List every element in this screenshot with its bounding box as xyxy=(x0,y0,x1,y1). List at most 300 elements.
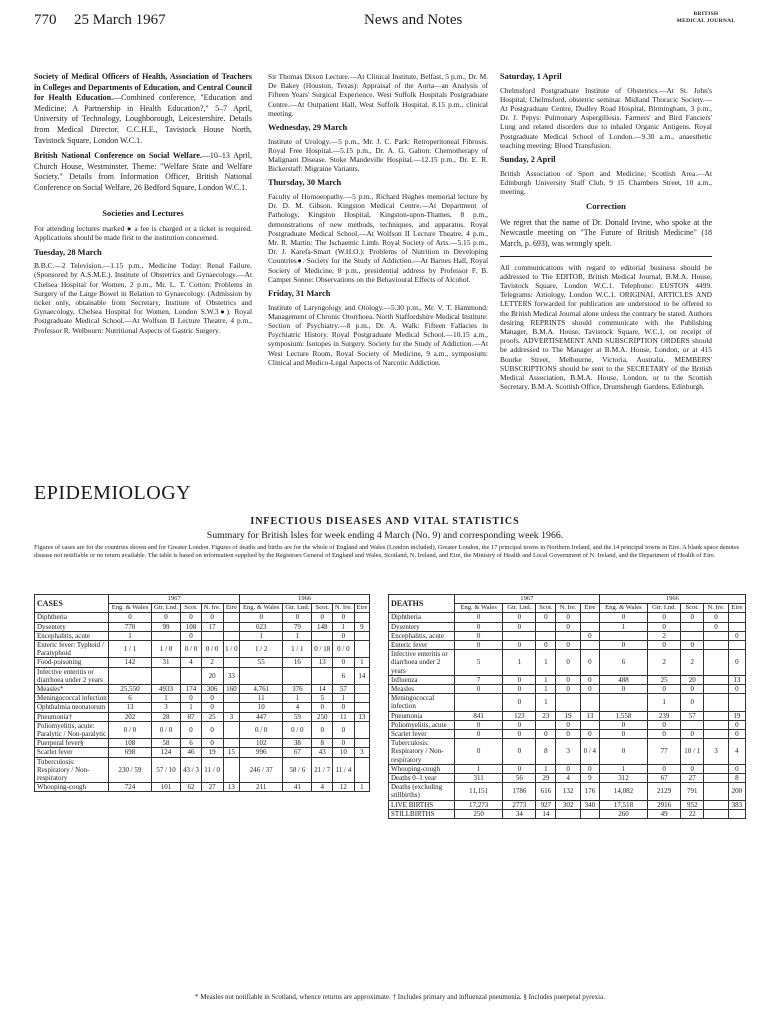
table-cell: 0 xyxy=(455,631,503,640)
table-cell: 246 / 37 xyxy=(240,757,283,783)
table-cell xyxy=(704,730,729,739)
table-cell: 0 xyxy=(455,685,503,694)
table-cell xyxy=(580,809,599,818)
table-cell xyxy=(223,694,240,703)
table-row xyxy=(35,658,370,667)
table-cell xyxy=(109,667,152,684)
column-header: Eire xyxy=(728,604,745,613)
row-label: STILLBIRTHS xyxy=(389,809,455,818)
table-cell: 4 xyxy=(283,703,312,712)
table-cell: 0 xyxy=(455,730,503,739)
statistics-subtitle: INFECTIOUS DISEASES AND VITAL STATISTICS xyxy=(250,516,520,527)
table-cell: 0 xyxy=(503,730,536,739)
table-cell: 0 xyxy=(556,675,581,684)
editorial-notice: All communications with regard to editorial business should be addressed to The EDITOR, British Medical Journal, B.M.A. House, Tavistock Square, London W.C.1. Telephone: EUSTON 4499. Telegrams: Aitiology, London W.C.1. ORIGINAL ARTICLES AND LETTERS forwarded for publication are understood to be offered to the British Medical Journal alone unless the contrary be stated. Authors desiring REPRINTS should communicate with the Publishing Manager, B.M.A. House, Tavistock Square, W.C.1, on receipt of proofs. ADVERTISEMENT AND SUBSCRIPTION ORDERS should be addressed to The Manager at B.M.A. House, London, or at 415 Bourke Street, Melbourne, Victoria, Australia. MEMBERS' SUBSCRIPTIONS should be sent to the SECRETARY of the British Medical Association, B.M.A. House, London, or to the Scottish Secretary, B.M.A. Scottish Office, Drumsheugh Gardens, Edinburgh. xyxy=(500,262,712,392)
table-cell: 0 xyxy=(556,622,581,631)
table-row xyxy=(35,685,370,694)
table-cell: 160 xyxy=(223,685,240,694)
day-heading-tuesday: Tuesday, 28 March xyxy=(34,247,102,257)
row-label: Deaths (excluding stillbirths) xyxy=(389,783,455,800)
table-cell: 1 xyxy=(240,631,283,640)
table-cell: 0 xyxy=(599,685,647,694)
table-cell: 211 xyxy=(240,783,283,792)
row-label: Dysentery xyxy=(389,622,455,631)
table-row xyxy=(35,641,370,658)
table-cell: 0 xyxy=(580,764,599,773)
table-cell: 0 xyxy=(580,685,599,694)
table-cell: 148 xyxy=(312,622,333,631)
table-cell xyxy=(503,631,536,640)
table-cell: 0 xyxy=(503,622,536,631)
table-cell: 1 xyxy=(283,694,312,703)
table-cell: 2916 xyxy=(648,800,681,809)
cases-body xyxy=(35,613,370,792)
table-cell: 0 xyxy=(648,641,681,650)
journal-masthead xyxy=(666,11,746,25)
table-cell: 0 xyxy=(681,613,704,622)
table-cell: 0 xyxy=(704,613,729,622)
table-cell: 11,151 xyxy=(455,783,503,800)
table-cell: 0 xyxy=(648,730,681,739)
table-cell: 17,273 xyxy=(455,800,503,809)
table-cell: 1 xyxy=(455,764,503,773)
table-row xyxy=(389,641,746,650)
table-cell: 4933 xyxy=(151,685,180,694)
table-cell: 0 xyxy=(728,730,745,739)
column-header: N. Ire. xyxy=(201,604,223,613)
table-cell: 62 xyxy=(181,783,202,792)
row-label: Encephalitis, acute xyxy=(389,631,455,640)
table-cell: 0 xyxy=(181,631,202,640)
table-cell: 14 xyxy=(354,667,369,684)
table-cell: 2 xyxy=(648,631,681,640)
table-cell xyxy=(223,757,240,783)
conference-name-2: British National Conference on Social Welfare. xyxy=(34,151,202,161)
table-cell xyxy=(151,667,180,684)
table-cell: 0 xyxy=(728,631,745,640)
table-cell: 0 xyxy=(704,622,729,631)
table-cell: 0 xyxy=(333,703,355,712)
table-cell: 616 xyxy=(536,783,556,800)
table-cell: 11 / 0 xyxy=(201,757,223,783)
table-cell xyxy=(201,631,223,640)
table-cell: 20 xyxy=(681,675,704,684)
table-cell: 0 xyxy=(109,613,152,622)
row-label: Dysentery xyxy=(35,622,109,631)
table-cell: 2 xyxy=(201,658,223,667)
row-label: Meningococcal infection xyxy=(35,694,109,703)
table-cell: 8 xyxy=(728,774,745,783)
table-cell: 0 xyxy=(201,694,223,703)
table-cell xyxy=(354,641,369,658)
table-row xyxy=(35,739,370,748)
table-cell: 200 xyxy=(728,783,745,800)
table-cell: 1 xyxy=(181,703,202,712)
table-cell: 58 xyxy=(151,739,180,748)
table-cell xyxy=(223,613,240,622)
table-cell: 5 xyxy=(455,650,503,676)
table-cell: 1786 xyxy=(503,783,536,800)
table-cell: 25 xyxy=(648,675,681,684)
table-cell xyxy=(354,631,369,640)
table-cell xyxy=(151,631,180,640)
table-cell: 0 xyxy=(503,764,536,773)
table-cell xyxy=(681,631,704,640)
table-cell xyxy=(580,694,599,711)
table-cell: 0 / 18 xyxy=(312,641,333,658)
table-cell: 1 xyxy=(109,631,152,640)
table-cell xyxy=(312,631,333,640)
row-label: Whooping-cough xyxy=(389,764,455,773)
table-cell: 8 xyxy=(312,739,333,748)
table-cell: 250 xyxy=(455,809,503,818)
column-header: Eire xyxy=(223,604,240,613)
table-cell: 176 xyxy=(580,783,599,800)
table-cell: 1 xyxy=(536,764,556,773)
table-cell: 0 xyxy=(681,685,704,694)
cases-table xyxy=(34,594,370,792)
table-cell: 4,761 xyxy=(240,685,283,694)
table-cell: 996 xyxy=(240,748,283,757)
conference-text-1: —Combined conference, "Education and Medicine; A Partnership in Health Education?," 5–7 April, University of Technology, Loughborough, Leicestershire. Details from Medical Director, C.C.H.E., Tavistock House North, Tavistock Square, London W.C.1. xyxy=(34,93,252,145)
table-cell: 0 xyxy=(201,721,223,738)
table-cell: 9 xyxy=(580,774,599,783)
table-cell xyxy=(181,667,202,684)
table-cell: 1 xyxy=(354,658,369,667)
table-cell xyxy=(223,631,240,640)
column-header: Eire xyxy=(354,604,369,613)
table-cell: 0 xyxy=(580,650,599,676)
table-cell: 0 xyxy=(503,685,536,694)
table-cell: 67 xyxy=(283,748,312,757)
column-header: N. Ire. xyxy=(333,604,355,613)
row-label: Poliomyelitis, acute xyxy=(389,720,455,729)
table-cell: 17 xyxy=(201,622,223,631)
journal-line1: BRITISH xyxy=(693,11,719,17)
table-cell: 14 xyxy=(536,809,556,818)
table-cell: 43 / 3 xyxy=(181,757,202,783)
table-cell xyxy=(223,721,240,738)
table-cell: 0 xyxy=(599,739,647,765)
table-cell: 202 xyxy=(109,712,152,721)
table-cell: 1 / 2 xyxy=(240,641,283,658)
table-cell xyxy=(536,720,556,729)
table-cell: 6 xyxy=(333,667,355,684)
table-cell: 0 / 0 xyxy=(240,721,283,738)
table-cell: 260 xyxy=(599,809,647,818)
table-cell: 19 xyxy=(728,711,745,720)
row-label: LIVE BIRTHS xyxy=(389,800,455,809)
table-cell: 87 xyxy=(181,712,202,721)
table-row xyxy=(35,783,370,792)
row-label: Encephalitis, acute xyxy=(35,631,109,640)
table-cell: 1 xyxy=(151,694,180,703)
table-cell xyxy=(354,721,369,738)
table-cell: 239 xyxy=(648,711,681,720)
table-cell: 0 xyxy=(648,622,681,631)
table-cell: 58 / 6 xyxy=(283,757,312,783)
row-label: Diphtheria xyxy=(389,613,455,622)
table-cell: 791 xyxy=(681,783,704,800)
table-cell: 1 xyxy=(648,694,681,711)
table-row xyxy=(389,622,746,631)
table-cell: 1 xyxy=(283,631,312,640)
tuesday-listing: B.B.C.—2 Television.—1.15 p.m., Medicine Today: Renal Failure. (Sponsored by A.S.M.E.). Institute of Obstetrics and Gynaecology.—At Chelsea Hospital for Women, 2 p.m., Mr. L. T. Cotton: Problems in Surgery of the Large Bowel in Relation to Gynaecology. (Admission by ticket only, obtainable from Secretary, Institute of Obstetrics and Gynaecology, Chelsea Hospital for Women, London S.W.3●). Royal Postgraduate Medical School.—At Wolfson II Lecture Theatre, 4 p.m., Professor R. Welbourn: Nutritional Aspects of Gastric Surgery. xyxy=(34,261,252,335)
column-header: Eng. & Wales xyxy=(599,604,647,613)
table-cell: 0 / 0 xyxy=(201,641,223,658)
table-cell: 0 xyxy=(503,739,536,765)
table-cell: 0 xyxy=(181,721,202,738)
row-label: Infective enteritis or diarrhoea under 2 years xyxy=(389,650,455,676)
table-cell: 0 xyxy=(240,613,283,622)
table-cell xyxy=(223,739,240,748)
table-cell: 13 xyxy=(312,658,333,667)
table-cell: 25 xyxy=(201,712,223,721)
column-header: Eire xyxy=(580,604,599,613)
table-cell: 7 xyxy=(455,675,503,684)
table-cell xyxy=(312,667,333,684)
epidemiology-title: EPIDEMIOLOGY xyxy=(34,482,192,504)
table-cell: 12 xyxy=(333,783,355,792)
table-cell: 124 xyxy=(151,748,180,757)
table-cell: 19 xyxy=(556,711,581,720)
table-cell: 0 xyxy=(599,720,647,729)
table-cell: 1 / 0 xyxy=(151,641,180,658)
year-1966: 1966 xyxy=(240,595,370,604)
conference-item-1 xyxy=(34,72,252,146)
table-cell: 841 xyxy=(455,711,503,720)
table-cell: 19 xyxy=(201,748,223,757)
table-cell: 952 xyxy=(681,800,704,809)
table-cell: 56 xyxy=(503,774,536,783)
table-row xyxy=(389,739,746,765)
table-cell: 25,550 xyxy=(109,685,152,694)
table-row xyxy=(35,748,370,757)
table-cell: 22 xyxy=(681,809,704,818)
divider xyxy=(500,256,712,257)
table-cell xyxy=(704,809,729,818)
day-heading-friday: Friday, 31 March xyxy=(268,289,331,299)
table-cell: 0 xyxy=(503,694,536,711)
table-cell: 6 xyxy=(109,694,152,703)
column-header: N. Ire. xyxy=(704,604,729,613)
table-cell xyxy=(283,667,312,684)
column-header: Scot. xyxy=(681,604,704,613)
row-label: Enteric fever: Typhoid / Paratyphoid xyxy=(35,641,109,658)
table-cell: 0 xyxy=(728,764,745,773)
societies-intro: For attending lectures marked ● a fee is charged or a ticket is required. Applications should be made first to the institution concerned. xyxy=(34,224,252,243)
table-cell: 0 xyxy=(536,641,556,650)
column-header: Eng. & Wales xyxy=(455,604,503,613)
table-cell: 250 xyxy=(312,712,333,721)
row-label: Infective enteritis or diarrhoea under 2 years xyxy=(35,667,109,684)
table-cell: 16 xyxy=(283,658,312,667)
table-cell: 101 xyxy=(151,783,180,792)
table-cell: 0 xyxy=(181,613,202,622)
table-row xyxy=(389,613,746,622)
table-cell xyxy=(704,675,729,684)
table-cell xyxy=(728,641,745,650)
table-cell: 0 xyxy=(681,730,704,739)
table-cell: 59 xyxy=(283,712,312,721)
table-row xyxy=(35,757,370,783)
table-cell: 14,082 xyxy=(599,783,647,800)
column-1 xyxy=(34,72,252,340)
table-cell: 0 xyxy=(648,764,681,773)
table-cell xyxy=(556,694,581,711)
table-row xyxy=(389,809,746,818)
table-cell xyxy=(704,694,729,711)
table-row xyxy=(35,667,370,684)
table-cell: 0 xyxy=(648,685,681,694)
table-cell: 15 xyxy=(223,748,240,757)
table-row xyxy=(35,631,370,640)
table-cell: 0 xyxy=(599,730,647,739)
table-cell xyxy=(704,774,729,783)
table-cell: 6 xyxy=(181,739,202,748)
table-cell: 1 xyxy=(536,685,556,694)
column-3 xyxy=(500,72,712,396)
table-cell xyxy=(580,641,599,650)
table-cell: 0 xyxy=(648,720,681,729)
wednesday-listing: Institute of Urology.—5 p.m., Mr. J. C. Park: Retroperitoneal Fibrosis. Royal Free Hospital.—5.15 p.m., Dr. A. G. Galton: Chemotherapy of Malignant Disease. Stoke Mandeville Hospital.—12.15 p.m., Dr. E. R. Bickerstaff: Migraine Variants. xyxy=(268,136,488,174)
table-cell: 1,558 xyxy=(599,711,647,720)
table-cell: 2 xyxy=(681,650,704,676)
table-cell: 2 xyxy=(648,650,681,676)
listing-1: Sir Thomas Dixon Lecture.—At Clinical Institute, Belfast, 5 p.m., Dr. M. De Bakey (Houston, Texas): Appraisal of the Aorta—an Analysis of Fifteen Years' Surgical Experience. West Suffolk Hospitals Postgraduate Centre.—At Outpatient Hall, West Suffolk Hospital, 8.15 p.m., clinical meeting. xyxy=(268,72,488,118)
table-cell: 4 xyxy=(728,739,745,765)
correction-text: We regret that the name of Dr. Donald Irvine, who spoke at the Newcastle meeting on "The Future of British Medicine" (18 March, p. 693), was wrongly spelt. xyxy=(500,217,712,248)
table-cell: 0 xyxy=(728,650,745,676)
table-cell: 0 xyxy=(556,685,581,694)
table-cell: 20 xyxy=(201,667,223,684)
row-label: Pneumonia xyxy=(389,711,455,720)
table-cell: 0 / 4 xyxy=(580,739,599,765)
row-label: Diphtheria xyxy=(35,613,109,622)
table-cell: 13 xyxy=(728,675,745,684)
table-cell: 43 xyxy=(312,748,333,757)
column-header: Gtr. Lnd. xyxy=(283,604,312,613)
table-cell xyxy=(354,757,369,783)
table-cell: 0 xyxy=(648,613,681,622)
table-cell: 0 xyxy=(556,764,581,773)
table-cell: 0 xyxy=(580,675,599,684)
table-cell: 28 xyxy=(151,712,180,721)
table-cell: 57 / 10 xyxy=(151,757,180,783)
table-cell: 0 xyxy=(556,641,581,650)
table-cell: 0 xyxy=(455,622,503,631)
table-cell xyxy=(704,720,729,729)
conference-text-2: —10–13 April, Church House, Westminster. Theme: "Welfare State and Welfare Society." Details from Information Officer, British National Conference on Social Welfare, 26 Bedford Square, London W.C.1. xyxy=(34,151,253,192)
table-cell: 108 xyxy=(181,622,202,631)
table-cell: 447 xyxy=(240,712,283,721)
table-cell: 46 xyxy=(181,748,202,757)
table-row xyxy=(389,800,746,809)
saturday-listing: Chelmsford Postgraduate Institute of Obstetrics.—At St. John's Hospital, Chelmsford, obstetric seminar. Midland Thoracic Society.—At Postgraduate Centre, Dudley Road Hospital, Birmingham, 3 p.m., Dr. J. Pepys: Pulmonary Aspergillosis. Farmers' and Bird Fanciers' Lung and related disorders due to inhaled Organic Antigens. Royal Postgraduate Medical School of London.—9.30 a.m., anaesthetic teaching meeting: Blood Transfusion. xyxy=(500,85,712,150)
table-cell xyxy=(704,641,729,650)
table-cell: 0 xyxy=(283,613,312,622)
table-cell: 14 xyxy=(312,685,333,694)
table-cell xyxy=(728,613,745,622)
table-cell: 11 / 4 xyxy=(333,757,355,783)
table-cell: 10 / 1 xyxy=(681,739,704,765)
table-cell: 77 xyxy=(648,739,681,765)
table-cell: 0 xyxy=(333,721,355,738)
table-cell: 0 xyxy=(181,694,202,703)
column-header: Gtr. Lnd. xyxy=(151,604,180,613)
table-cell: 1 xyxy=(536,675,556,684)
year-1967: 1967 xyxy=(109,595,240,604)
table-cell: 5 xyxy=(312,694,333,703)
table-cell: 0 xyxy=(333,739,355,748)
year-1966: 1966 xyxy=(599,595,745,604)
column-header: N. Ire. xyxy=(556,604,581,613)
table-row xyxy=(389,675,746,684)
table-cell: 302 xyxy=(556,800,581,809)
row-label: Tuberculosis: Respiratory / Non-respiratory xyxy=(389,739,455,765)
row-label: Whooping-cough xyxy=(35,783,109,792)
table-cell: 0 / 0 xyxy=(151,721,180,738)
table-cell xyxy=(240,667,283,684)
table-cell: 41 xyxy=(283,783,312,792)
table-cell: 311 xyxy=(455,774,503,783)
table-cell: 2129 xyxy=(648,783,681,800)
table-cell: 0 xyxy=(681,641,704,650)
row-label: Meningococcal infection xyxy=(389,694,455,711)
table-cell: 13 xyxy=(580,711,599,720)
societies-heading: Societies and Lectures xyxy=(102,207,184,218)
table-cell: 306 xyxy=(201,685,223,694)
day-heading-sunday: Sunday, 2 April xyxy=(500,155,556,165)
table-cell: 11 xyxy=(240,694,283,703)
table-cell xyxy=(223,658,240,667)
table-cell: 0 xyxy=(455,720,503,729)
row-label: Scarlet fever xyxy=(35,748,109,757)
table-cell xyxy=(704,764,729,773)
table-cell: 1 / 1 xyxy=(109,641,152,658)
table-cell: 13 xyxy=(109,703,152,712)
table-cell xyxy=(704,650,729,676)
table-cell: 1 xyxy=(599,622,647,631)
table-cell: 1 xyxy=(503,650,536,676)
column-header: Gtr. Lnd. xyxy=(648,604,681,613)
table-cell: 9 xyxy=(354,622,369,631)
table-cell: 0 / 0 xyxy=(333,641,355,658)
table-cell: 0 xyxy=(536,613,556,622)
table-row xyxy=(389,730,746,739)
table-cell: 0 xyxy=(503,675,536,684)
table-cell xyxy=(354,613,369,622)
column-header: Scot. xyxy=(312,604,333,613)
table-cell: 23 xyxy=(536,711,556,720)
table-cell: 1 / 0 xyxy=(223,641,240,658)
deaths-body xyxy=(389,613,746,819)
table-cell: 29 xyxy=(536,774,556,783)
table-cell: 1 xyxy=(333,622,355,631)
table-cell: 0 xyxy=(151,613,180,622)
statistics-note: Figures of cases are for the countries shown and for Greater London. Figures of deaths and births are for the whole of England and Wales (London included), Greater London, the 17 principal towns in Northern Ireland, and the 14 principal towns in Eire. A blank space denotes disease not notifiable or no return available. The table is based on information supplied by the Registrars General of England and Wales, Scotland, N. Ireland, and Eire, the Ministry of Health and Local Government of N. Ireland, and the Department of Health of Eire. xyxy=(34,544,740,559)
row-label: Puerperal fever§ xyxy=(35,739,109,748)
table-cell: 3 xyxy=(556,739,581,765)
deaths-header: DEATHS xyxy=(389,595,455,613)
table-cell xyxy=(704,711,729,720)
table-cell: 0 xyxy=(580,631,599,640)
row-label: Enteric fever xyxy=(389,641,455,650)
table-row xyxy=(389,685,746,694)
table-cell: 0 xyxy=(599,641,647,650)
table-cell xyxy=(455,694,503,711)
table-cell: 698 xyxy=(109,748,152,757)
